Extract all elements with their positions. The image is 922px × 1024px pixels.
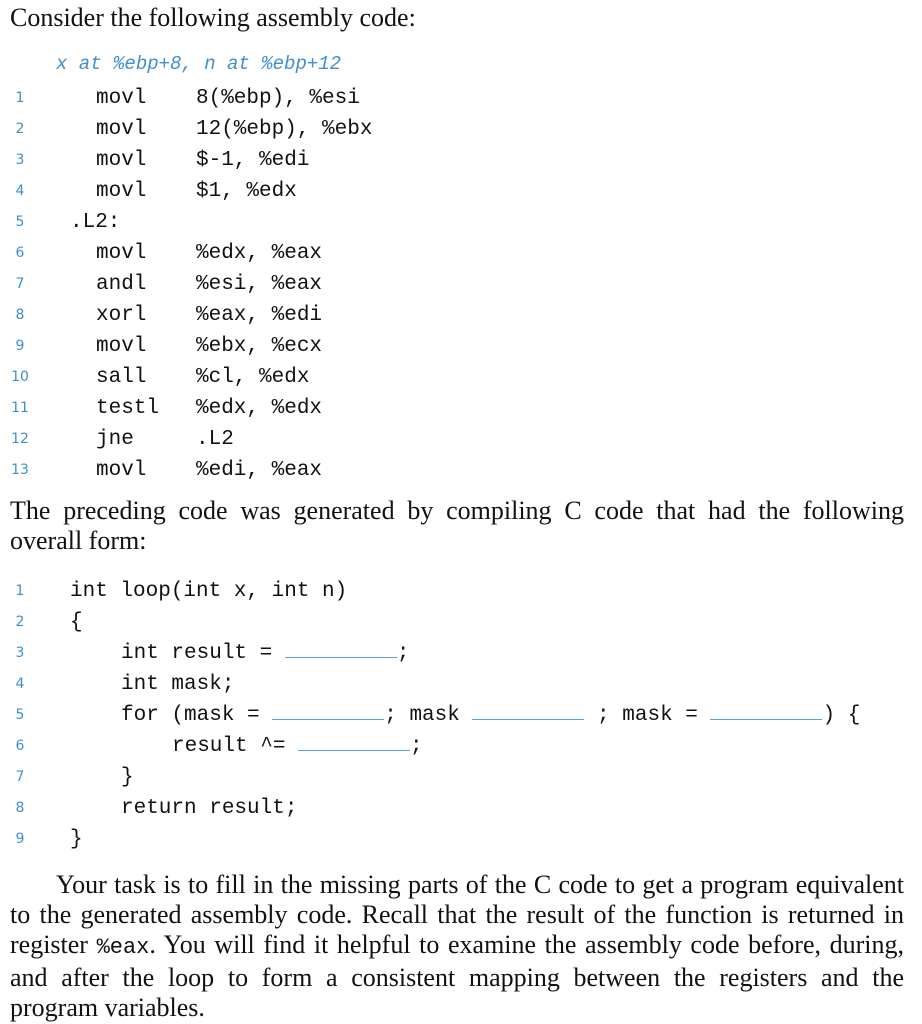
c-line	[0, 824, 922, 855]
line-number: 7	[15, 769, 25, 785]
asm-operands: .L2	[196, 428, 234, 451]
c-code-text: int mask;	[121, 673, 235, 696]
fill-in-blank	[285, 639, 397, 658]
c-line	[0, 638, 922, 669]
c-code-fragment: ) {	[822, 704, 861, 727]
task-paragraph	[10, 870, 904, 1023]
asm-line	[0, 238, 922, 269]
line-number: 11	[11, 400, 29, 416]
c-code-text: return result;	[121, 797, 298, 820]
asm-line	[0, 145, 922, 176]
asm-operands: %esi, %eax	[196, 273, 323, 296]
fill-in-blank	[272, 701, 384, 720]
c-line	[0, 669, 922, 700]
asm-opcode: xorl	[96, 304, 147, 327]
line-number: 3	[15, 645, 25, 661]
asm-opcode: sall	[96, 366, 147, 389]
asm-line	[0, 455, 922, 486]
line-number: 3	[15, 152, 25, 168]
line-number: 5	[15, 214, 25, 230]
asm-register-note: x at %ebp+8, n at %ebp+12	[56, 53, 342, 75]
asm-line	[0, 393, 922, 424]
c-code-fragment: ;	[410, 735, 423, 758]
asm-opcode: movl	[96, 149, 147, 172]
c-line	[0, 607, 922, 638]
asm-opcode: movl	[96, 459, 147, 482]
description-paragraph: The preceding code was generated by compiling C code that had the following overall form:	[10, 496, 904, 555]
line-number: 6	[15, 738, 25, 754]
c-line	[0, 793, 922, 824]
asm-line	[0, 207, 922, 238]
asm-operands: %eax, %edi	[196, 304, 323, 327]
asm-operands: %cl, %edx	[196, 366, 310, 389]
asm-opcode: testl	[96, 397, 160, 420]
c-line	[0, 731, 922, 762]
asm-line	[0, 269, 922, 300]
line-number: 2	[15, 121, 25, 137]
asm-opcode: movl	[96, 242, 147, 265]
c-code-text	[121, 700, 860, 731]
asm-operands: %edx, %eax	[196, 242, 323, 265]
c-code-text	[172, 731, 423, 762]
c-code-text: }	[70, 828, 83, 851]
c-code-text: }	[121, 766, 134, 789]
asm-opcode: movl	[96, 118, 147, 141]
c-line	[0, 762, 922, 793]
c-code-fragment: ;	[396, 642, 410, 665]
asm-operands: $1, %edx	[196, 180, 297, 203]
asm-opcode: movl	[96, 335, 147, 358]
asm-opcode: andl	[96, 273, 147, 296]
asm-opcode: jne	[96, 428, 134, 451]
fill-in-blank	[472, 701, 584, 720]
line-number: 9	[15, 831, 25, 847]
line-number: 6	[15, 245, 25, 261]
line-number: 8	[15, 800, 25, 816]
c-code-fragment: result ^=	[172, 735, 299, 758]
line-number: 9	[15, 338, 25, 354]
line-number: 5	[15, 707, 25, 723]
asm-label: .L2:	[70, 211, 121, 234]
line-number: 2	[15, 614, 25, 630]
line-number: 1	[15, 90, 25, 106]
c-code-fragment: int result =	[121, 642, 285, 665]
asm-line	[0, 300, 922, 331]
register-name: %eax	[96, 935, 150, 960]
asm-operands: 12(%ebp), %ebx	[196, 118, 373, 141]
line-number: 1	[15, 583, 25, 599]
c-code-fragment: ; mask =	[584, 704, 711, 727]
asm-operands: 8(%ebp), %esi	[196, 87, 360, 110]
fill-in-blank	[298, 732, 410, 751]
asm-operands: %edi, %eax	[196, 459, 323, 482]
c-line	[0, 576, 922, 607]
task-text: . You will find it helpful to examine the assembly code before, during, and after the loop to form a consistent mapping between the registers and the program variables.	[10, 930, 904, 1022]
fill-in-blank	[710, 701, 822, 720]
asm-operands: %edx, %edx	[196, 397, 323, 420]
line-number: 12	[11, 431, 29, 447]
line-number: 8	[15, 307, 25, 323]
asm-line	[0, 114, 922, 145]
asm-line	[0, 331, 922, 362]
c-code-fragment: for (mask =	[121, 704, 273, 727]
asm-line	[0, 362, 922, 393]
c-code-text: {	[70, 611, 83, 634]
line-number: 4	[15, 676, 25, 692]
task-text: Your task is to fill in the missing parts of the C code to get a program equivalent to the generated assembly code. Recall that the result of the function is returned in register	[10, 870, 904, 959]
asm-line	[0, 424, 922, 455]
asm-opcode: movl	[96, 87, 147, 110]
c-code-text	[121, 638, 409, 669]
asm-operands: %ebx, %ecx	[196, 335, 323, 358]
line-number: 10	[11, 369, 29, 385]
c-code-text: int loop(int x, int n)	[70, 580, 348, 603]
intro-text: Consider the following assembly code:	[10, 3, 416, 32]
asm-opcode: movl	[96, 180, 147, 203]
c-code-fragment: ; mask	[384, 704, 473, 727]
asm-line	[0, 176, 922, 207]
line-number: 13	[11, 462, 29, 478]
line-number: 4	[15, 183, 25, 199]
asm-line	[0, 83, 922, 114]
line-number: 7	[15, 276, 25, 292]
asm-operands: $-1, %edi	[196, 149, 310, 172]
c-line	[0, 700, 922, 731]
